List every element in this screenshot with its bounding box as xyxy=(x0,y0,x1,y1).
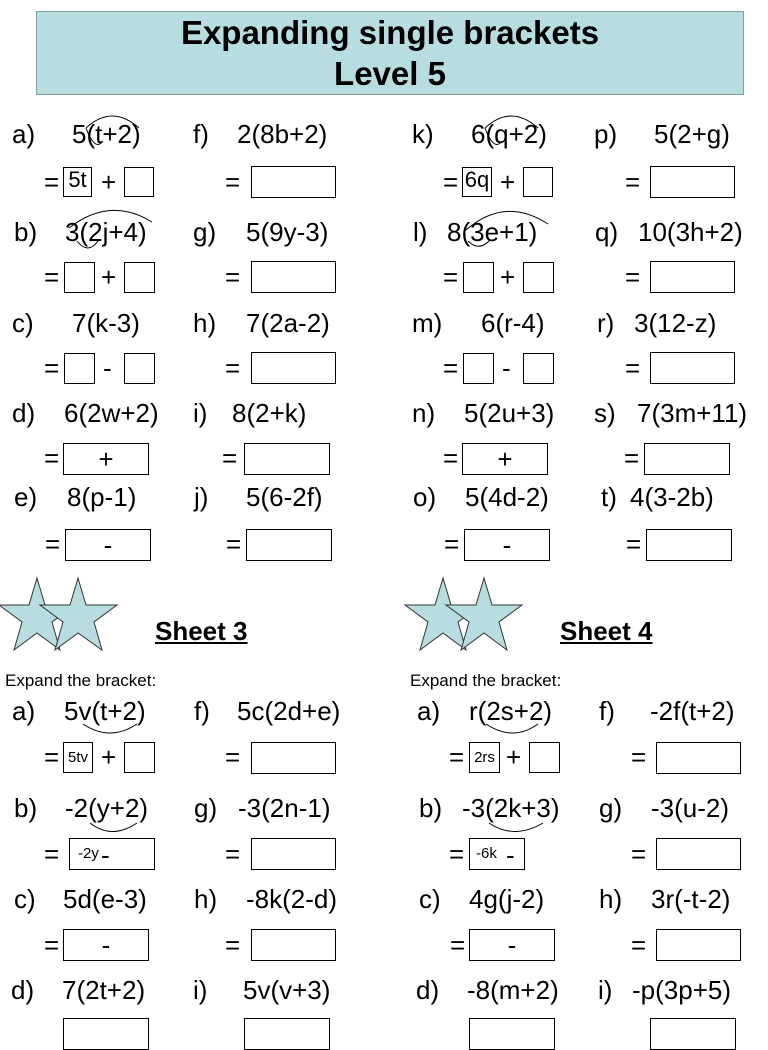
answer-box[interactable] xyxy=(656,838,741,870)
answer-box[interactable] xyxy=(469,1018,555,1050)
equals-sign: = xyxy=(631,839,647,869)
equals-sign: = xyxy=(443,262,459,292)
equals-sign: = xyxy=(444,529,460,559)
sheet-4-instruction: Expand the bracket: xyxy=(410,671,562,690)
equals-sign: = xyxy=(226,529,242,559)
s4-b-label: b) xyxy=(419,793,443,823)
arc-arrow xyxy=(489,823,543,832)
q-g-label: g) xyxy=(193,217,217,247)
s4-h-expr: 3r(-t-2) xyxy=(651,884,731,914)
plus-sign: + xyxy=(500,167,516,197)
answer-box[interactable]: - xyxy=(63,929,149,961)
s3-g-expr: -3(2n-1) xyxy=(238,793,331,823)
q-e-expr: 8(p-1) xyxy=(67,482,137,512)
equals-sign: = xyxy=(44,353,60,383)
s4-g-expr: -3(u-2) xyxy=(651,793,730,823)
answer-box[interactable] xyxy=(463,353,494,384)
answer-box[interactable] xyxy=(124,262,155,293)
equals-sign: = xyxy=(225,262,241,292)
answer-box[interactable] xyxy=(523,167,553,197)
s3-i-label: i) xyxy=(193,975,208,1005)
star-icon xyxy=(0,578,75,650)
sheet-4-title: Sheet 4 xyxy=(560,616,653,646)
answer-box[interactable]: - xyxy=(469,929,555,961)
equals-sign: = xyxy=(449,839,465,869)
minus-sign: - xyxy=(502,353,511,383)
q-e-label: e) xyxy=(14,482,38,512)
q-p-label: p) xyxy=(594,119,618,149)
minus-sign: - xyxy=(103,353,112,383)
q-m-label: m) xyxy=(412,308,443,338)
q-t-label: t) xyxy=(601,482,617,512)
answer-box[interactable]: 5tv xyxy=(63,742,93,773)
answer-box[interactable] xyxy=(124,167,154,197)
q-m-expr: 6(r-4) xyxy=(481,308,545,338)
s3-c-label: c) xyxy=(14,884,36,914)
answer-box[interactable] xyxy=(251,838,336,870)
q-o-expr: 5(4d-2) xyxy=(465,482,549,512)
plus-sign: + xyxy=(101,167,117,197)
q-h-expr: 7(2a-2) xyxy=(246,308,330,338)
q-s-label: s) xyxy=(594,398,616,428)
sheet-3-title: Sheet 3 xyxy=(155,616,248,646)
answer-box[interactable] xyxy=(529,742,560,773)
equals-sign: = xyxy=(225,353,241,383)
q-f-label: f) xyxy=(193,119,209,149)
s4-c-expr: 4g(j-2) xyxy=(469,884,545,914)
equals-sign: = xyxy=(443,353,459,383)
q-p-expr: 5(2+g) xyxy=(654,119,730,149)
answer-box[interactable] xyxy=(251,166,336,198)
equals-sign: = xyxy=(44,167,60,197)
equals-sign: = xyxy=(625,353,641,383)
answer-box[interactable] xyxy=(244,1018,330,1050)
q-r-label: r) xyxy=(597,308,615,338)
s3-b-expr: -2(y+2) xyxy=(65,793,149,823)
answer-box[interactable]: -2y xyxy=(69,838,155,870)
equals-sign: = xyxy=(624,443,640,473)
s3-f-label: f) xyxy=(194,696,210,726)
equals-sign: = xyxy=(625,262,641,292)
answer-box[interactable] xyxy=(656,929,741,961)
q-b-expr: 3(2j+4) xyxy=(65,217,147,247)
plus-sign: + xyxy=(506,742,522,772)
answer-box[interactable]: 5t xyxy=(63,167,92,197)
s3-a-expr: 5v(t+2) xyxy=(64,696,146,726)
q-d-label: d) xyxy=(12,398,36,428)
answer-box[interactable]: - xyxy=(464,529,550,561)
s4-i-label: i) xyxy=(598,975,613,1005)
s3-d-label: d) xyxy=(11,975,35,1005)
q-g-expr: 5(9y-3) xyxy=(246,217,329,247)
answer-box[interactable]: -6k xyxy=(469,838,525,870)
q-c-expr: 7(k-3) xyxy=(72,308,140,338)
plus-sign: + xyxy=(101,262,117,292)
title-banner xyxy=(36,11,744,95)
answer-box[interactable]: + xyxy=(63,443,149,475)
s3-b-label: b) xyxy=(14,793,38,823)
star-icon xyxy=(40,578,117,650)
q-d-expr: 6(2w+2) xyxy=(64,398,159,428)
star-icon xyxy=(446,578,522,650)
s3-h-expr: -8k(2-d) xyxy=(246,884,338,914)
equals-sign: = xyxy=(449,742,465,772)
answer-box[interactable] xyxy=(523,262,554,293)
answer-box[interactable] xyxy=(251,352,336,384)
answer-box[interactable] xyxy=(650,1018,736,1050)
arc-arrow xyxy=(90,823,137,832)
answer-box[interactable] xyxy=(124,742,155,773)
answer-box[interactable] xyxy=(251,261,336,293)
answer-box[interactable] xyxy=(244,443,330,475)
q-r-expr: 3(12-z) xyxy=(634,308,717,338)
q-j-label: j) xyxy=(194,482,209,512)
answer-box[interactable] xyxy=(463,262,494,293)
q-o-label: o) xyxy=(413,482,437,512)
answer-box[interactable] xyxy=(650,352,735,384)
s4-f-expr: -2f(t+2) xyxy=(650,696,735,726)
minus-sign: - xyxy=(506,840,515,870)
equals-sign: = xyxy=(225,742,241,772)
s4-i-expr: -p(3p+5) xyxy=(632,975,731,1005)
equals-sign: = xyxy=(225,839,241,869)
page-title: Expanding single brackets xyxy=(180,14,600,51)
page-subtitle: Level 5 xyxy=(334,55,446,92)
s3-a-label: a) xyxy=(12,696,36,726)
q-b-label: b) xyxy=(14,217,38,247)
plus-sign: + xyxy=(500,262,516,292)
equals-sign: = xyxy=(626,529,642,559)
equals-sign: = xyxy=(443,167,459,197)
q-k-expr: 6(q+2) xyxy=(471,119,547,149)
equals-sign: = xyxy=(44,742,60,772)
q-i-label: i) xyxy=(193,398,208,428)
q-a-label: a) xyxy=(12,119,36,149)
sheet-3-instruction: Expand the bracket: xyxy=(5,671,157,690)
star-icon xyxy=(405,578,481,650)
s3-c-expr: 5d(e-3) xyxy=(63,884,147,914)
answer-box[interactable] xyxy=(523,353,554,384)
s4-d-expr: -8(m+2) xyxy=(467,975,559,1005)
q-s-expr: 7(3m+11) xyxy=(637,398,748,428)
s4-f-label: f) xyxy=(599,696,615,726)
equals-sign: = xyxy=(44,839,60,869)
q-a-expr: 5(t+2) xyxy=(72,119,141,149)
equals-sign: = xyxy=(222,443,238,473)
q-h-label: h) xyxy=(193,308,217,338)
answer-box[interactable] xyxy=(251,742,336,774)
q-l-label: l) xyxy=(413,217,428,247)
s3-g-label: g) xyxy=(194,793,218,823)
q-l-expr: 8(3e+1) xyxy=(447,217,538,247)
q-n-label: n) xyxy=(412,398,436,428)
answer-box[interactable] xyxy=(63,1018,149,1050)
answer-box[interactable]: + xyxy=(462,443,548,475)
q-c-label: c) xyxy=(12,308,34,338)
equals-sign: = xyxy=(443,443,459,473)
answer-box[interactable]: 6q xyxy=(462,167,492,197)
q-k-label: k) xyxy=(412,119,434,149)
equals-sign: = xyxy=(631,742,647,772)
answer-box[interactable] xyxy=(646,529,732,561)
equals-sign: = xyxy=(450,930,466,960)
equals-sign: = xyxy=(625,167,641,197)
answer-box[interactable] xyxy=(124,353,155,384)
s3-f-expr: 5c(2d+e) xyxy=(237,696,341,726)
q-t-expr: 4(3-2b) xyxy=(630,482,714,512)
answer-box[interactable] xyxy=(251,929,336,961)
answer-box[interactable]: - xyxy=(65,529,151,561)
answer-box[interactable] xyxy=(64,262,95,293)
answer-box[interactable] xyxy=(656,742,741,774)
equals-sign: = xyxy=(44,262,60,292)
s4-c-label: c) xyxy=(419,884,441,914)
s3-d-expr: 7(2t+2) xyxy=(62,975,146,1005)
q-q-label: q) xyxy=(595,217,619,247)
q-i-expr: 8(2+k) xyxy=(232,398,307,428)
answer-box[interactable]: 2rs xyxy=(469,742,500,773)
s4-g-label: g) xyxy=(599,793,623,823)
minus-sign: - xyxy=(101,840,110,870)
s3-h-label: h) xyxy=(194,884,218,914)
s4-d-label: d) xyxy=(416,975,440,1005)
equals-sign: = xyxy=(225,167,241,197)
answer-box[interactable] xyxy=(650,261,735,293)
s4-b-expr: -3(2k+3) xyxy=(462,793,560,823)
s4-h-label: h) xyxy=(599,884,623,914)
plus-sign: + xyxy=(101,742,117,772)
answer-box[interactable] xyxy=(644,443,730,475)
q-q-expr: 10(3h+2) xyxy=(638,217,743,247)
q-j-expr: 5(6-2f) xyxy=(246,482,323,512)
q-n-expr: 5(2u+3) xyxy=(464,398,555,428)
s3-i-expr: 5v(v+3) xyxy=(243,975,331,1005)
equals-sign: = xyxy=(44,930,60,960)
equals-sign: = xyxy=(45,529,61,559)
answer-box[interactable] xyxy=(246,529,332,561)
s4-a-expr: r(2s+2) xyxy=(469,696,553,726)
s4-a-label: a) xyxy=(417,696,441,726)
q-f-expr: 2(8b+2) xyxy=(237,119,328,149)
equals-sign: = xyxy=(225,930,241,960)
equals-sign: = xyxy=(44,443,60,473)
answer-box[interactable] xyxy=(650,166,735,198)
answer-box[interactable] xyxy=(64,353,95,384)
equals-sign: = xyxy=(631,930,647,960)
